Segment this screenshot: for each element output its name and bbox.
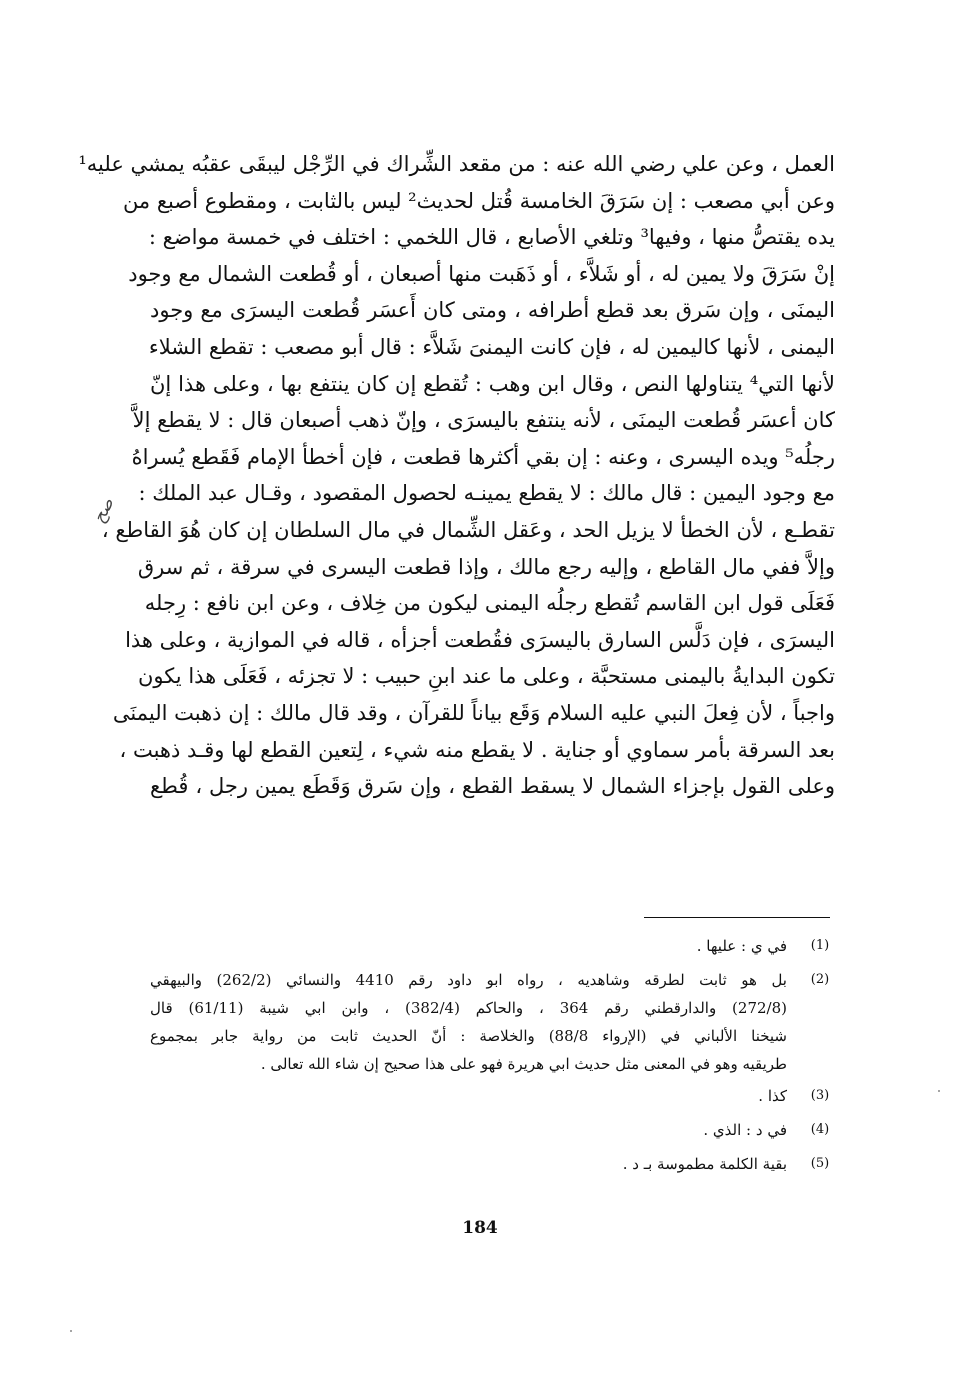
footnote-line: كذا . [758, 1087, 787, 1105]
scan-speck [938, 1090, 940, 1092]
footnote-number: (4) [810, 1122, 830, 1137]
body-line: مع وجود اليمين : قال مالك : لا يقطع يمينـه لحصول المقصود ، وقـال عبد الملك : [138, 481, 835, 506]
footnote-line: في د : الذي . [703, 1121, 787, 1139]
body-line: إنْ سَرَقَ ولا يمين له ، أو شَلاَّء ، أو ذَهَبت منها أصبعان ، أو قُطعت الشمال مع وجود [128, 261, 835, 286]
footnote-line: شيخنا الألباني في (الإرواء 88/8) والخلاصة : أنّ الحديث ثابت من رواية جابر بمجموع [150, 1027, 787, 1045]
footnotes [150, 932, 835, 1180]
body-line: اليمنى ، لأنها كاليمين له ، فإن كانت اليمنىَ شَلاَّء : قال أبو مصعب : تقطع الشلاء [148, 334, 835, 359]
page-number: 184 [462, 1218, 498, 1238]
footnote [150, 1116, 835, 1146]
handwritten-margin-note: صح [88, 494, 119, 527]
body-line: كان أعسَر قُطعت اليمنَى ، لأنه ينتفع باليسرَى ، وإنّ ذهب أصبعان قال : لا يقطع إلاَّ [132, 408, 835, 433]
body-line: وعن أبي مصعب : إن سَرَقَ الخامسة قُتل لحديث² ليس بالثابت ، ومقطوع أصبع من [122, 188, 835, 213]
body-line: واجباً ، لأن فِعلَ النبي عليه السلام وَقَع بياناً للقرآن ، وقد قال مالك : إن ذهبت اليمنَى [112, 700, 835, 725]
body-line: رجلُه⁵ ويده اليسرى ، وعنه : إن بقي أكثرها قطعت ، فإن أخطأ الإمام فَقَطع يُسراهُ [131, 444, 835, 469]
footnote-text [150, 1116, 787, 1144]
footnote-line: بقية الكلمة مطموسة بـ د . [622, 1155, 787, 1173]
footnote-number: (1) [810, 938, 830, 953]
footnote-line: (272/8) والدارقطني رقم 364 ، والحاكم (382/4) ، وابن ابي شيبة (61/11) قال [150, 999, 787, 1017]
footnote-text [150, 932, 787, 960]
body-line: اليسرَى ، فإن دَلَّس السارق باليسرَى فقُطعت أجزأه ، قاله في الموازية ، وعلى هذا [125, 627, 835, 652]
body-line: اليمنَى ، وإن سَرق بعد قطع أطرافه ، ومتى كان أَعسَر قُطعت اليسرَى مع وجود [150, 298, 835, 323]
footnote [150, 1150, 835, 1180]
footnote-number: (5) [810, 1156, 830, 1171]
body-line: العمل ، وعن علي رضي الله عنه : من مقعد الشِّراك في الرِّجْل ليبقَى عقبُه يمشي عليه¹ [78, 152, 835, 176]
footnote-text [150, 966, 787, 1078]
body-line: بعد السرقة بأمر سماوي أو جناية . لا يقطع منه شيء ، لِتعين القطع لها وقـد ذهبت ، [119, 737, 835, 762]
footnote [150, 966, 835, 1078]
footnote-separator [644, 917, 830, 918]
footnote-text [150, 1150, 787, 1178]
body-line: تقطـع ، لأن الخطأ لا يزيل الحد ، وعَقل الشِّمال في مال السلطان إن كان هُوَ القاطع ، [101, 517, 835, 542]
footnote-line: بل هو ثابت لطرقه وشاهديه ، رواه ابو داود رقم 4410 والنسائي (262/2) والبيهقي [150, 971, 787, 989]
footnote [150, 932, 835, 962]
body-line: لأنها التي⁴ يتناولها النص ، وقال ابن وهب : تُقطع إن كان ينتفع بها ، وعلى هذا إنّ [150, 371, 836, 396]
footnote-line: طريقيه وهو في المعنى مثل حديث ابي هريرة فهو على هذا صحيح إن شاء الله تعالى . [260, 1055, 787, 1073]
body-line: تكون البدايةُ باليمنى مستحبَّة ، وعلى ما عند ابنِ حبيب : لا تجزئه ، فَعَلَى هذا يكون [137, 664, 835, 689]
body-line: وإلاَّ ففي مال القاطع ، وإليه رجع مالك ، وإذا قطعت اليسرى في سرقة ، ثم سرق [137, 554, 835, 579]
body-line: وعلى القول بإجزاء الشمال لا يسقط القطع ، وإن سَرق وَقَطَع يمين رجل ، قُطع [150, 774, 835, 799]
footnote-number: (3) [810, 1088, 830, 1103]
footnote [150, 1082, 835, 1112]
body-line: فَعَلَى قول ابن القاسم تُقطع رجلُه اليمنى ليكون من خِلاف ، وعن ابن نافع : رِجله [144, 591, 835, 616]
footnote-line: في ي : عليها . [696, 937, 787, 955]
footnote-text [150, 1082, 787, 1110]
body-line: يده يقتصُّ منها ، وفيها³ وتلغي الأصابع ، قال اللخمي : اختلف في خمسة مواضع : [148, 225, 835, 250]
footnote-number: (2) [810, 972, 830, 987]
scan-speck [70, 1330, 72, 1332]
